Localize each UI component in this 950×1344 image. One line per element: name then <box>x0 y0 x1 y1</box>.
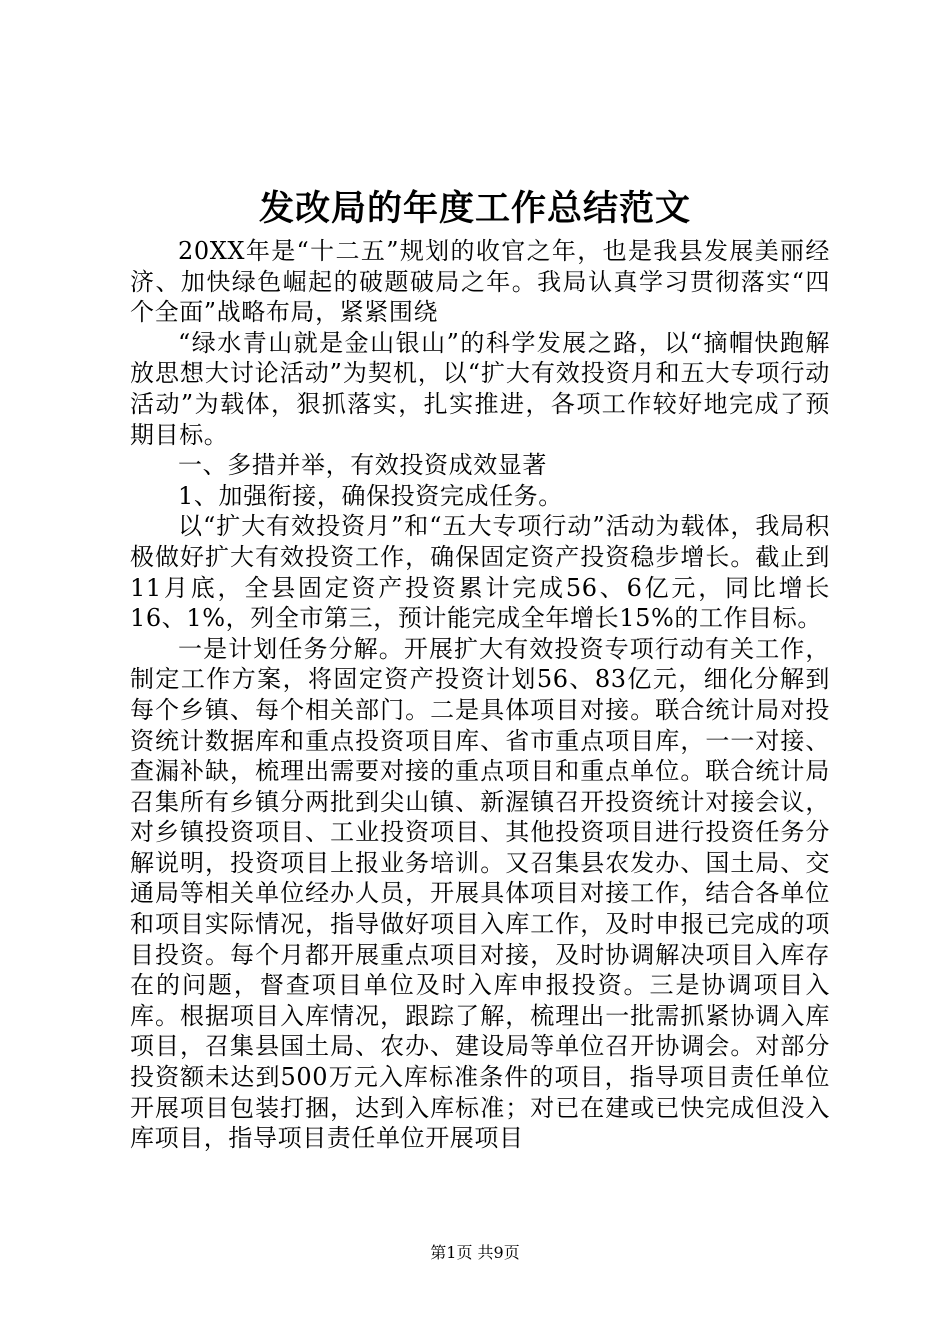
paragraph: 以“扩大有效投资月”和“五大专项行动”活动为载体，我局积极做好扩大有效投资工作，确保固定资产投资稳步增长。截止到11月底，全县固定资产投资累计完成56、6亿元，同比增长16、1%，列全市第三，预计能完成全年增长15%的工作目标。 <box>130 512 830 633</box>
paragraph: 20XX年是“十二五”规划的收官之年，也是我县发展美丽经济、加快绿色崛起的破题破局之年。我局认真学习贯彻落实“四个全面”战略布局，紧紧围绕 <box>130 237 830 327</box>
section-heading: 一、多措并举，有效投资成效显著 <box>178 451 547 480</box>
document-title: 发改局的年度工作总结范文 <box>258 188 691 229</box>
subsection-heading: 1、加强衔接，确保投资完成任务。 <box>178 481 563 510</box>
paragraph: “绿水青山就是金山银山”的科学发展之路，以“摘帽快跑解放思想大讨论活动”为契机，以“扩大有效投资月和五大专项行动活动”为载体，狠抓落实，扎实推进，各项工作较好地完成了预期目标。 <box>130 328 830 449</box>
page-number-footer: 第1页 共9页 <box>430 1243 520 1262</box>
document-body <box>130 236 830 1154</box>
paragraph: 一是计划任务分解。开展扩大有效投资专项行动有关工作，制定工作方案，将固定资产投资计划56、83亿元，细化分解到每个乡镇、每个相关部门。二是具体项目对接。联合统计局对投资统计数据库和重点投资项目库、省市重点项目库，一一对接、查漏补缺，梳理出需要对接的重点项目和重点单位。联合统计局召集所有乡镇分两批到尖山镇、新渥镇召开投资统计对接会议，对乡镇投资项目、工业投资项目、其他投资项目进行投资任务分解说明，投资项目上报业务培训。又召集县农发办、国土局、交通局等相关单位经办人员，开展具体项目对接工作，结合各单位和项目实际情况，指导做好项目入库工作，及时申报已完成的项目投资。每个月都开展重点项目对接，及时协调解决项目入库存在的问题，督查项目单位及时入库申报投资。三是协调项目入库。根据项目入库情况，跟踪了解，梳理出一批需抓紧协调入库项目，召集县国土局、农办、建设局等单位召开协调会。对部分投资额未达到500万元入库标准条件的项目，指导项目责任单位开展项目包装打捆，达到入库标准；对已在建或已快完成但没入库项目，指导项目责任单位开展项目 <box>130 634 830 1153</box>
